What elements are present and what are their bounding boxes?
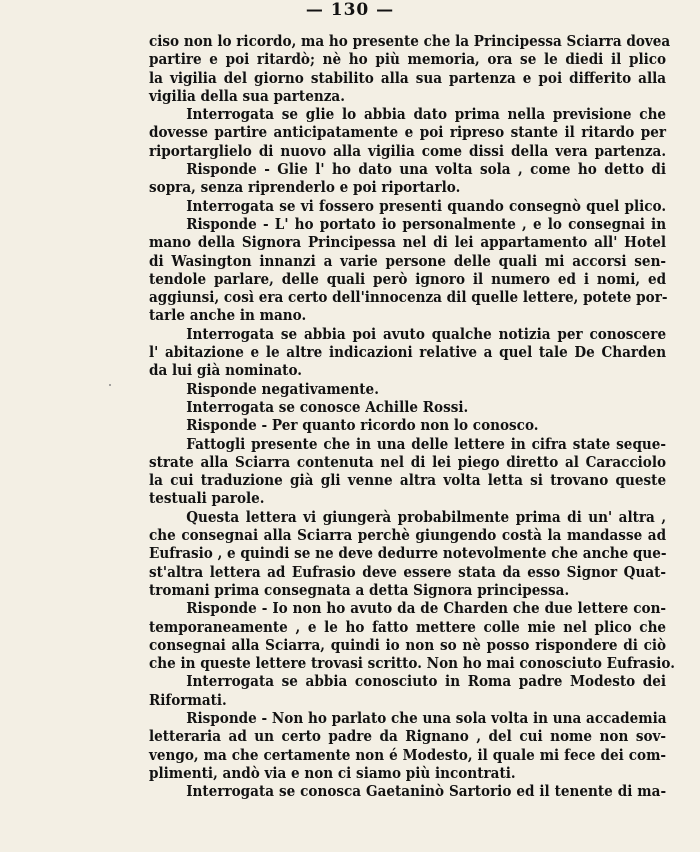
document-body — [149, 33, 675, 801]
page-number: — 130 — — [305, 0, 395, 20]
text-line: Interrogata se conosca Gaetaninò Sartorio ed il tenente di ma- — [186, 783, 667, 801]
margin-mark — [109, 384, 111, 386]
text-line: partire e poi ritardò; nè ho più memoria, ora se le diedi il plico — [149, 51, 667, 69]
text-line: Interrogata se abbia poi avuto qualche notizia per conoscere — [186, 325, 667, 343]
text-line: mano della Signora Principessa nel di lei appartamento all' Hotel — [149, 234, 667, 252]
text-line: Risponde - Io non ho avuto da de Charden che due lettere con- — [186, 600, 667, 618]
text-line: la cui traduzione già gli venne altra volta letta si trovano queste — [149, 472, 667, 490]
text-line: dovesse partire anticipatamente e poi ripreso stante il ritardo per — [149, 124, 667, 142]
text-line: Interrogata se vi fossero presenti quando consegnò quel plico. — [186, 197, 667, 215]
text-line: la vigilia del giorno stabilito alla sua partenza e poi differito alla — [149, 69, 667, 87]
text-line: da lui già nominato. — [149, 362, 302, 380]
text-line: Risponde - Non ho parlato che una sola volta in una accademia — [186, 709, 667, 727]
text-line: Risponde - Per quanto ricordo non lo conosco. — [186, 417, 539, 435]
text-line: che consegnai alla Sciarra perchè giungendo costà la mandasse ad — [149, 527, 667, 545]
text-line: Risponde - L' ho portato io personalmente , e lo consegnai in — [186, 215, 667, 233]
text-line: plimenti, andò via e non ci siamo più incontrati. — [149, 764, 516, 782]
text-line: Risponde - Glie l' ho dato una volta sola , come ho detto di — [186, 161, 667, 179]
text-line: Risponde negativamente. — [186, 380, 379, 398]
text-line: Interrogata se abbia conosciuto in Roma padre Modesto dei — [186, 673, 667, 691]
text-line: strate alla Sciarra contenuta nel di lei piego diretto al Caracciolo — [149, 453, 667, 471]
text-line: ciso non lo ricordo, ma ho presente che la Principessa Sciarra dovea — [149, 33, 671, 50]
text-line: sopra, senza riprenderlo e poi riportarlo. — [149, 179, 461, 197]
text-line: testuali parole. — [149, 490, 265, 508]
text-line: riportarglielo di nuovo alla vigilia come dissi della vera partenza. — [149, 142, 667, 160]
text-line: Questa lettera vi giungerà probabilmente prima di un' altra , — [186, 508, 667, 526]
text-line: temporaneamente , e le ho fatto mettere colle mie nel plico che — [149, 618, 667, 636]
text-line: di Wasington innanzi a varie persone delle quali mi accorsi sen- — [149, 252, 667, 270]
text-line: letteraria ad un certo padre da Rignano , del cui nome non sov- — [149, 728, 667, 746]
text-line: Interrogata se glie lo abbia dato prima nella previsione che — [186, 106, 667, 124]
text-line: tendole parlare, delle quali però ignoro il numero ed i nomi, ed — [149, 270, 667, 288]
text-line: aggiunsi, così era certo dell'innocenza dil quelle lettere, potete por- — [149, 289, 668, 307]
text-line: che in queste lettere trovasi scritto. Non ho mai conosciuto Eufrasio. — [149, 655, 675, 673]
text-line: tromani prima consegnata a detta Signora principessa. — [149, 581, 570, 599]
text-line: Interrogata se conosce Achille Rossi. — [186, 398, 469, 416]
text-line: vengo, ma che certamente non é Modesto, il quale mi fece dei com- — [149, 746, 667, 764]
text-line: l' abitazione e le altre indicazioni relative a quel tale De Charden — [149, 344, 667, 362]
text-line: st'altra lettera ad Eufrasio deve essere stata da esso Signor Quat- — [149, 563, 667, 581]
text-line: vigilia della sua partenza. — [149, 87, 345, 105]
text-line: Fattogli presente che in una delle lettere in cifra state seque- — [186, 435, 667, 453]
text-line: Riformati. — [149, 691, 227, 709]
text-line: Eufrasio , e quindi se ne deve dedurre notevolmente che anche que- — [149, 545, 667, 563]
text-line: tarle anche in mano. — [149, 307, 307, 325]
text-line: consegnai alla Sciarra, quindi io non so nè posso rispondere di ciò — [149, 636, 667, 654]
